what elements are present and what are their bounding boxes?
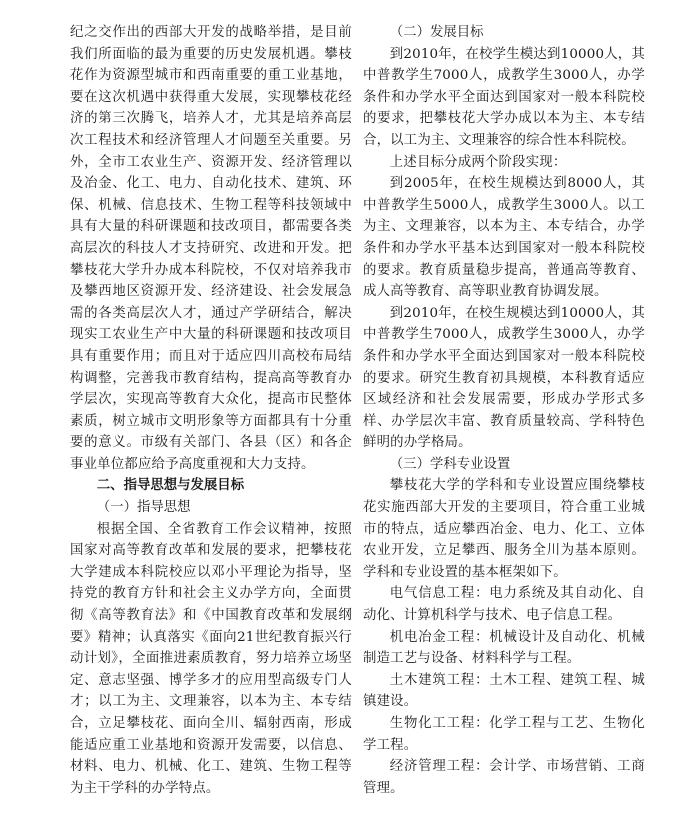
paragraph-two-stages: 上述目标分成两个阶段实现： (389, 154, 567, 170)
list-item-mechatronics-metallurgy: 机电冶金工程：机械设计及自动化、机械制造工艺与设备、材料科学与工程。 (363, 629, 645, 667)
list-item-bio-chemical-engineering: 生物化工工程：化学工程与工艺、生物化学工程。 (363, 716, 645, 753)
subheading-discipline-setup: （三）学科专业设置 (389, 456, 511, 472)
paragraph-guiding-thought: 根据全国、全省教育工作会议精神，按照国家对高等教育改革和发展的要求，把攀枝花大学建成本科院校应以邓小平理论为指导，坚持党的教育方针和社会主义办学方向，全面贯彻《高等教育法》和《中国教育改革和发展纲要》精神；认真落实《面向21世纪教育振兴行动计划》，全面推进素质教育，努力培养立场坚定、意志坚强、博学多才的应用型高级专门人才；以工为主、文理兼容，以本为主、本专结合，立足攀枝花、面向全川、辐射西南，形成能适应重工业基地和资源开发需要，以信息、材料、电力、机械、化工、建筑、生物工程等为主干学科的办学特点。 (70, 521, 352, 796)
left-column (70, 22, 352, 799)
paragraph-stage-2005: 到2005年，在校生规模达到8000人，其中普教学生5000人，成教学生3000人。以工为主、文理兼容，以本为主、本专结合，办学条件和办学水平基本达到国家对一般本科院校的要求。教育质量稳步提高，普通高等教育、成人高等教育、高等职业教育协调发展。 (363, 176, 645, 300)
paragraph-discipline-principles: 攀枝花大学的学科和专业设置应围绕攀枝花实施西部大开发的主要项目，符合重工业城市的特点，适应攀西冶金、电力、化工、立体农业开发，立足攀西、服务全川为基本原则。学科和专业设置的基本框架如下。 (363, 478, 645, 580)
paragraph-stage-2010: 到2010年，在校生规模达到10000人，其中普教学生7000人，成教学生3000人，办学条件和办学水平全面达到国家对一般本科院校的要求。研究生教育初具规模，本科教育适应区域经济和社会发展需要，形成办学形式多样、办学层次丰富、教育质量较高、学科特色鲜明的办学格局。 (363, 305, 645, 451)
paragraph-strategic-opportunity: 纪之交作出的西部大开发的战略举措，是目前我们所面临的最为重要的历史发展机遇。攀枝花作为资源型城市和西南重要的重工业基地，要在这次机遇中获得重大发展，实现攀枝花经济的第三次腾飞，培养人才，尤其是培养高层次工程技术和经济管理人才问题至关重要。另外，全市工农业生产、资源开发、经济管理以及冶金、化工、电力、自动化技术、建筑、环保、机械、信息技术、生物工程等科技领域中具有大量的科研课题和技改项目，都需要各类高层次的科技人才支持研究、改进和开发。把攀枝花大学升办成本科院校，不仅对培养我市及攀西地区资源开发、经济建设、社会发展急需的各类高层次人才，通过产学研结合，解决现实工农业生产中大量的科研课题和技改项目具有重要作用；而且对于适应四川高校布局结构调整，完善我市教育结构，提高高等教育办学层次，实现高等教育大众化，提高市民整体素质，树立城市文明形象等方面都具有十分重要的意义。市级有关部门、各县（区）和各企事业单位都应给予高度重视和大力支持。 (70, 25, 352, 472)
subheading-guiding-thought: （一）指导思想 (96, 500, 191, 516)
paragraph-goal-2010-overall: 到2010年，在校学生模达到10000人，其中普教学生7000人，成教学生3000人，办学条件和办学水平全面达到国家对一般本科院校的要求，把攀枝花大学办成以本为主、本专结合，以工为主、文理兼容的综合性本科院校。 (363, 46, 645, 148)
right-column (363, 22, 645, 799)
subheading-development-goals: （二）发展目标 (389, 25, 484, 40)
list-item-electrical-info-engineering: 电气信息工程：电力系统及其自动化、自动化、计算机科学与技术、电子信息工程。 (363, 586, 645, 624)
section-heading-guiding-thought-and-goals: 二、指导思想与发展目标 (96, 477, 245, 494)
list-item-civil-construction: 土木建筑工程：土木工程、建筑工程、城镇建设。 (363, 672, 645, 710)
list-item-economic-management: 经济管理工程：会计学、市场营销、工商管理。 (363, 759, 645, 796)
